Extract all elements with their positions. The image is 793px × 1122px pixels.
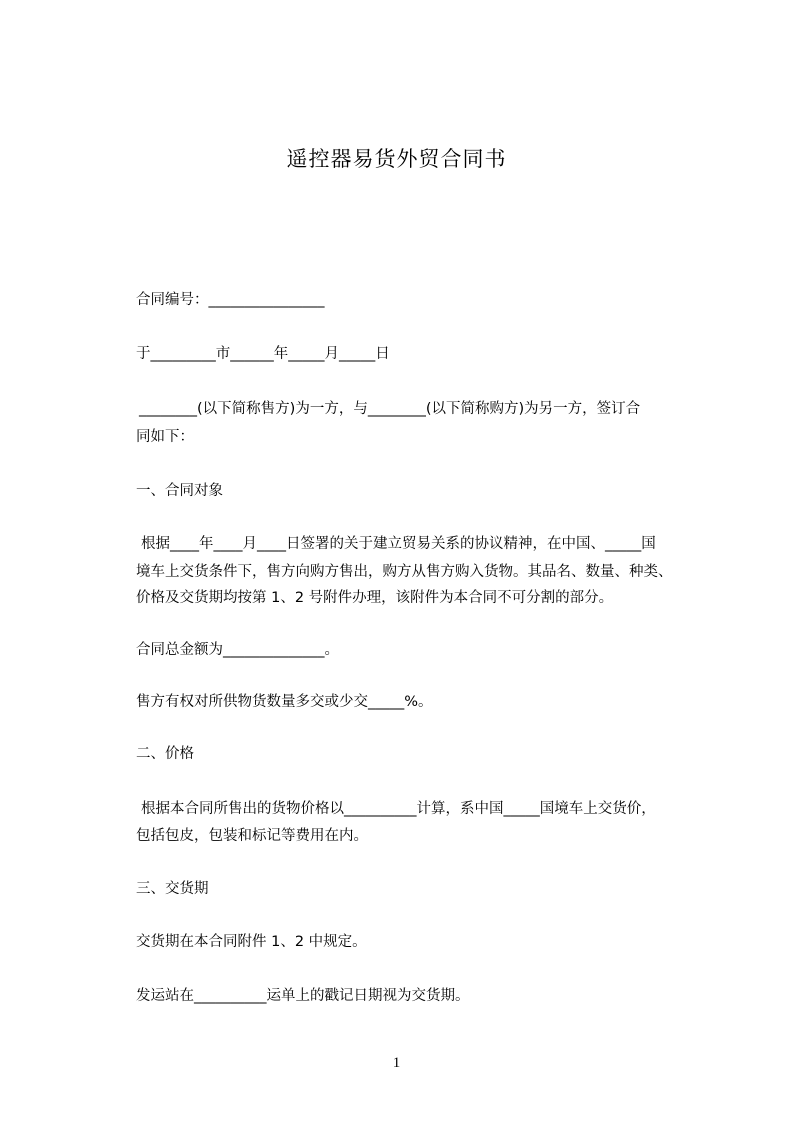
section-1-total-amount: 合同总金额为______________。 <box>136 642 339 658</box>
section-2-paragraph-line-2: 包括包皮，包装和标记等费用在内。 <box>136 828 368 844</box>
page-number: 1 <box>392 1055 401 1071</box>
parties-line-1: ________(以下简称售方)为一方，与________(以下简称购方)为另一方，签订合 <box>139 401 641 417</box>
contract-number-line: 合同编号：________________ <box>136 292 325 308</box>
section-3-delivery-date-rule: 发运站在__________运单上的戳记日期视为交货期。 <box>136 988 470 1004</box>
document-title: 遥控器易货外贸合同书 <box>286 147 507 171</box>
section-1-paragraph-1-line-3: 价格及交货期均按第 1、2 号附件办理，该附件为本合同不可分割的部分。 <box>136 590 614 606</box>
section-1-heading: 一、合同对象 <box>136 483 223 499</box>
section-1-quantity-tolerance: 售方有权对所供物货数量多交或少交_____%。 <box>136 694 433 710</box>
section-3-heading: 三、交货期 <box>136 881 209 897</box>
section-2-paragraph-line-1: 根据本合同所售出的货物价格以__________计算，系中国_____国境车上交货价， <box>141 801 656 817</box>
parties-line-2: 同如下： <box>136 429 194 445</box>
section-3-delivery-schedule: 交货期在本合同附件 1、2 中规定。 <box>136 934 367 950</box>
section-2-heading: 二、价格 <box>136 746 194 762</box>
section-1-paragraph-1-line-1: 根据____年____月____日签署的关于建立贸易关系的协议精神，在中国、_____国 <box>141 536 656 552</box>
section-1-paragraph-1-line-2: 境车上交货条件下，售方向购方售出，购方从售方购入货物。其品名、数量、种类、 <box>136 564 673 580</box>
signing-place-date-line: 于_________市______年_____月_____日 <box>136 346 390 362</box>
